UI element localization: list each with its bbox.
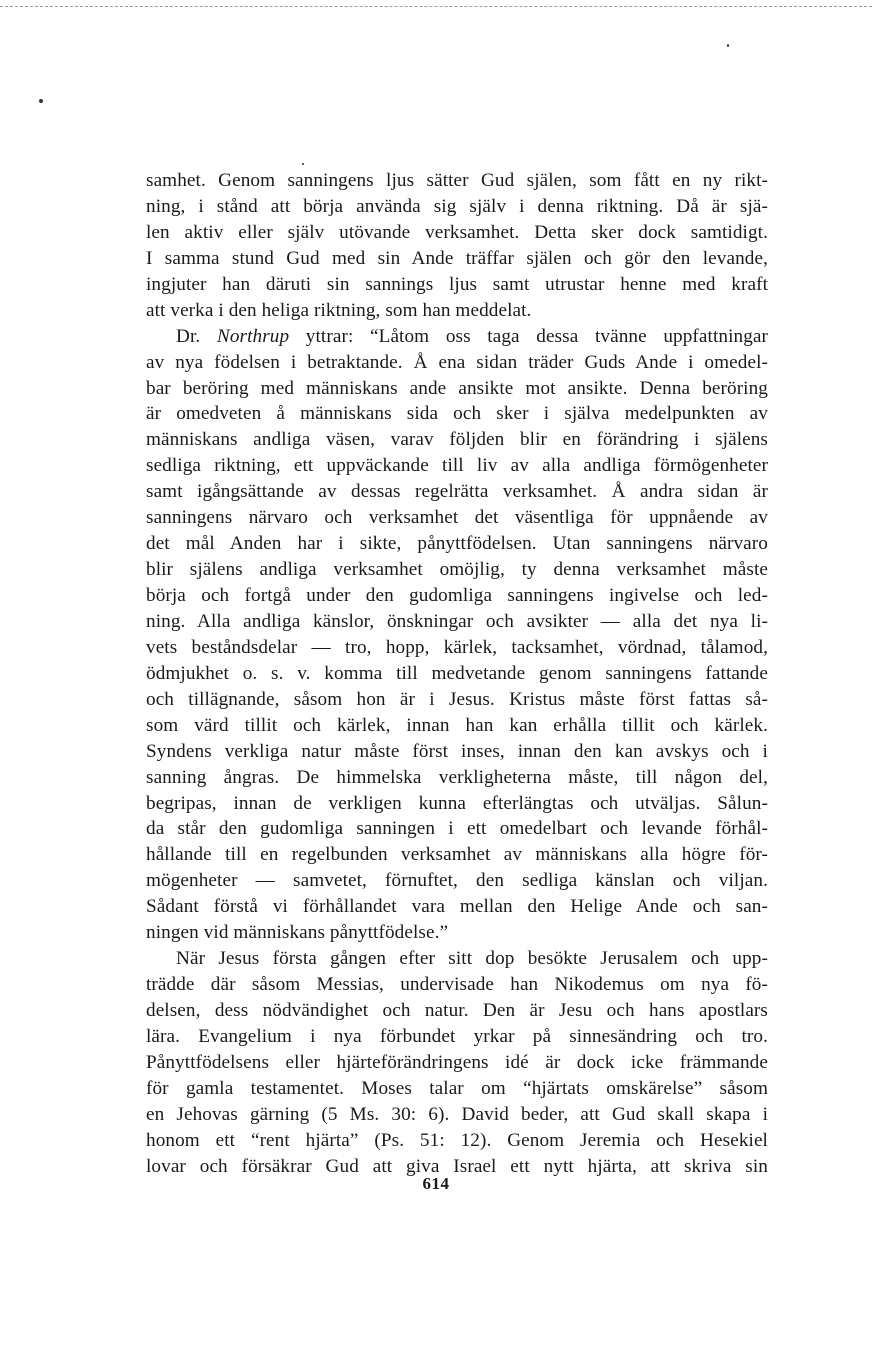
text-line: börja och fortgå under den gudomliga sanningens ingivelse och led- (146, 585, 768, 606)
text-line: trädde där såsom Messias, undervisade han Nikodemus om nya fö- (146, 974, 768, 996)
text-line: hållande till en regelbunden verksamhet av människans alla högre för- (146, 844, 768, 866)
text-line: sedliga riktning, ett uppväckande till liv av alla andliga förmögenheter (146, 455, 768, 477)
text-line: människans andliga väsen, varav följden blir en förändring i själens (146, 429, 768, 451)
text-line: da står den gudomliga sanningen i ett omedelbart och levande förhål- (146, 818, 768, 840)
text-line: Dr. Northrup yttrar: “Låtom oss taga dessa tvänne uppfattningar (176, 325, 768, 347)
text-line: ödmjukhet o. s. v. komma till medvetande genom sanningens fattande (146, 662, 768, 684)
page-number: 614 (422, 1174, 450, 1193)
text-line: bar beröring med människans ande ansikte mot ansikte. Denna beröring (146, 377, 768, 399)
text-line: len aktiv eller själv utövande verksamhet. Detta sker dock samtidigt. (146, 221, 768, 243)
text-line: När Jesus första gången efter sitt dop besökte Jerusalem och upp- (176, 948, 768, 970)
text-line: Sådant förstå vi förhållandet vara mellan den Helige Ande och san- (146, 896, 768, 918)
text-line: det mål Anden har i sikte, pånyttfödelsen. Utan sanningens närvaro (146, 533, 768, 555)
text-line: mögenheter — samvetet, förnuftet, den sedliga känslan och viljan. (146, 870, 768, 892)
text-line: lovar och försäkrar Gud att giva Israel ett nytt hjärta, att skriva sin (146, 1155, 768, 1177)
text-line: sanning ångras. De himmelska verkligheterna måste, till någon del, (146, 766, 768, 788)
text-line: honom ett “rent hjärta” (Ps. 51: 12). Genom Jeremia och Hesekiel (146, 1129, 768, 1151)
italic-name: Northrup (216, 325, 290, 347)
text-line: samt igångsättande av dessas regelrätta verksamhet. Å andra sidan är (146, 481, 768, 503)
text-line: ning. Alla andliga känslor, önskningar och avsikter — alla det nya li- (146, 610, 768, 632)
page-top-edge-rule (0, 6, 872, 7)
text-line: samhet. Genom sanningens ljus sätter Gud själen, som fått en ny rikt- (146, 170, 768, 191)
text-line: ningen vid människans pånyttfödelse.” (146, 922, 449, 944)
text-line: en Jehovas gärning (5 Ms. 30: 6). David beder, att Gud skall skapa i (146, 1103, 768, 1125)
text-line: är omedveten å människans sida och sker i själva medelpunkten av (146, 403, 768, 425)
text-line: Syndens verkliga natur måste först inses, innan den kan avskys och i (146, 740, 768, 762)
ink-speck (302, 163, 304, 165)
text-line: I samma stund Gud med sin Ande träffar själen och gör den levande, (146, 247, 768, 269)
ink-speck (727, 44, 729, 47)
ink-speck (39, 99, 43, 103)
text-line: delsen, dess nödvändighet och natur. Den är Jesu och hans apostlars (146, 1000, 768, 1021)
text-line: för gamla testamentet. Moses talar om “hjärtats omskärelse” såsom (146, 1077, 768, 1099)
text-line: ingjuter han däruti sin sannings ljus samt utrustar henne med kraft (146, 273, 768, 295)
text-line: Pånyttfödelsens eller hjärteförändringens idé är dock icke främmande (146, 1051, 768, 1073)
text-line: att verka i den heliga riktning, som han meddelat. (146, 299, 532, 321)
text-line: vets beståndsdelar — tro, hopp, kärlek, tacksamhet, vördnad, tålamod, (146, 636, 768, 658)
text-line: lära. Evangelium i nya förbundet yrkar på sinnesändring och tro. (146, 1025, 768, 1047)
text-line: och tillägnande, såsom hon är i Jesus. Kristus måste först fattas så- (146, 688, 768, 710)
body-text (146, 168, 768, 1180)
text-line: blir själens andliga verksamhet omöjlig, ty denna verksamhet måste (146, 559, 768, 581)
text-line: av nya födelsen i betraktande. Å ena sidan träder Guds Ande i omedel- (146, 351, 768, 373)
text-line: begripas, innan de verkligen kunna efterlängtas och utväljas. Sålun- (146, 792, 768, 814)
text-line: sanningens närvaro och verksamhet det väsentliga för uppnående av (146, 507, 768, 529)
text-line: ning, i stånd att börja använda sig själv i denna riktning. Då är sjä- (146, 195, 768, 217)
text-line: som värd tillit och kärlek, innan han kan erhålla tillit och kärlek. (146, 714, 768, 736)
